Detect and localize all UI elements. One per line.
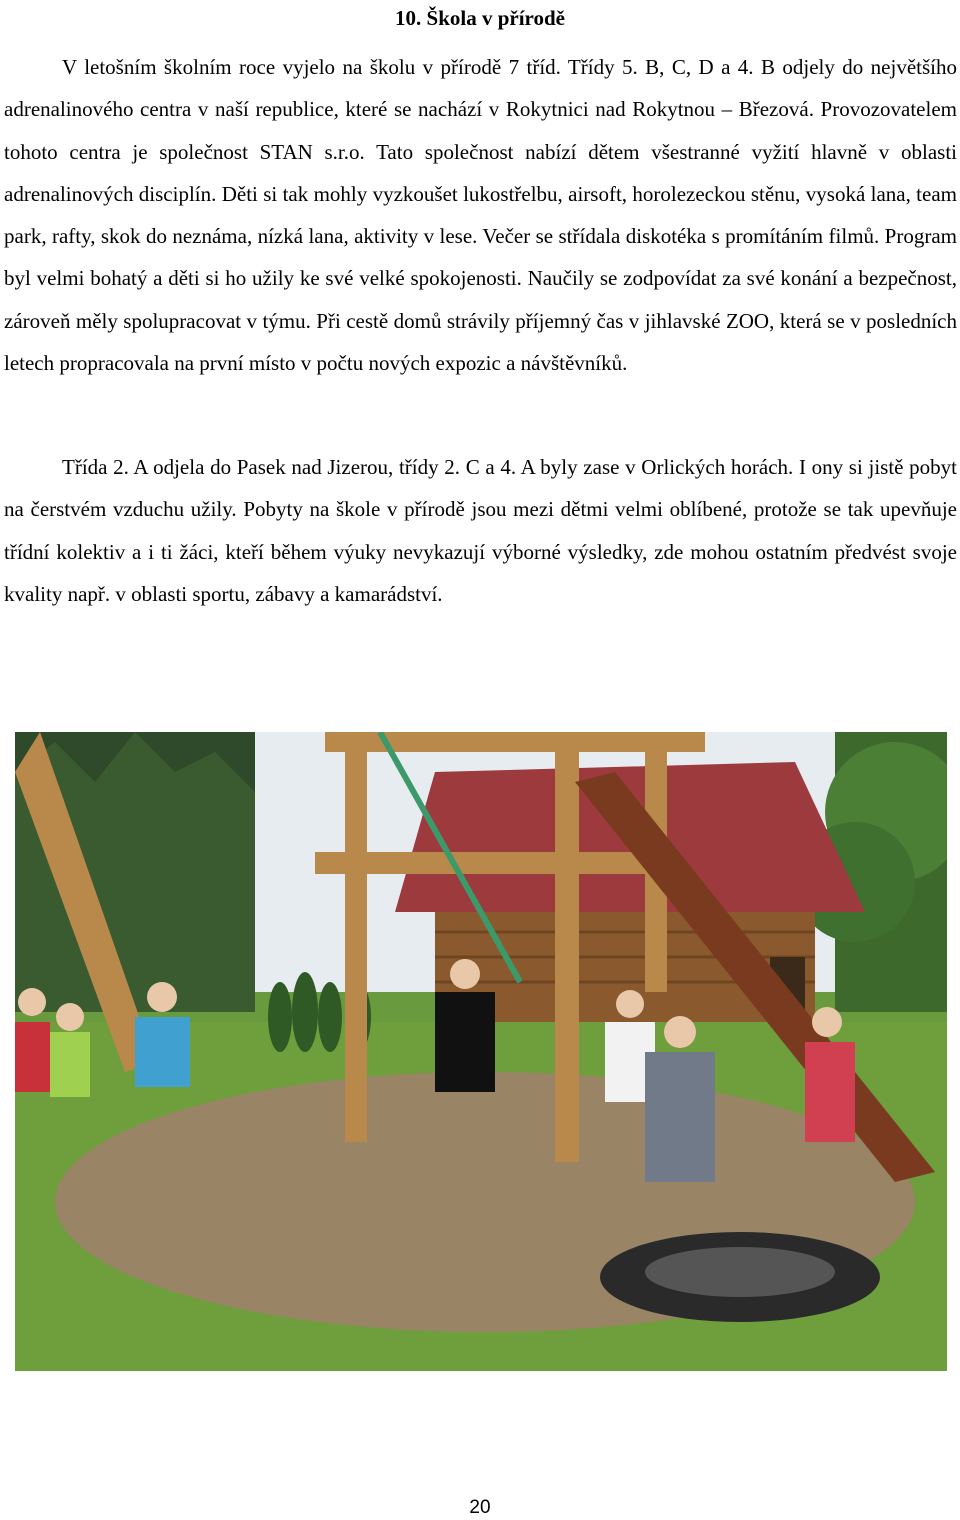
photo-playground [15, 732, 947, 1371]
page-number: 20 [469, 1497, 491, 1518]
paragraph-1: V letošním školním roce vyjelo na školu v přírodě 7 tříd. Třídy 5. B, C, D a 4. B odjely do největšího adrenalinového centra v naší republice, které se nachází v Rokytnici nad Rokytnou – Březová. Provozovatelem tohoto centra je společnost STAN s.r.o. Tato společnost nabízí dětem všestranné vyžití hlavně v oblasti adrenalinových disciplín. Děti si tak mohly vyzkoušet lukostřelbu, airsoft, horolezeckou stěnu, vysoká lana, team park, rafty, skok do neznáma, nízká lana, aktivity v lese. Večer se střídala diskotéka s promítáním filmů. Program byl velmi bohatý a děti si ho užily ke své velké spokojenosti. Naučily se zodpovídat za své konání a bezpečnost, zároveň měly spolupracovat v týmu. Při cestě domů strávily příjemný čas v jihlavské ZOO, která se v posledních letech propracovala na první místo v počtu nových expozic a návštěvníků. [4, 55, 957, 376]
section-title: 10. Škola v přírodě [395, 6, 565, 30]
paragraph-2: Třída 2. A odjela do Pasek nad Jizerou, třídy 2. C a 4. A byly zase v Orlických horách. I ony si jistě pobyt na čerstvém vzduchu užily. Pobyty na škole v přírodě jsou mezi dětmi velmi oblíbené, protože se tak upevňuje třídní kolektiv a i ti žáci, kteří během výuky nevykazují výborné výsledky, zde mohou ostatním předvést svoje kvality např. v oblasti sportu, zábavy a kamarádství. [4, 455, 957, 606]
